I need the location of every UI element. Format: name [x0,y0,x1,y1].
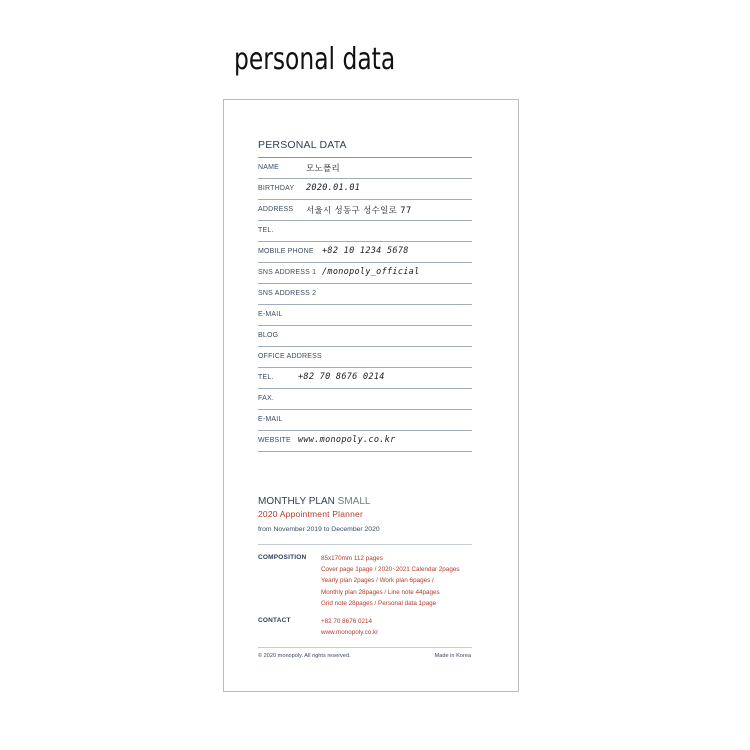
contact-lines [321,616,378,638]
contact-label: CONTACT [258,617,291,624]
row-value: www.monopoly.co.kr [298,435,396,445]
row-email [258,305,472,326]
row-label: TEL. [258,227,274,234]
product-date-range: from November 2019 to December 2020 [258,526,380,533]
composition-line: Monthly plan 28pages / Line note 44pages [321,588,440,596]
row-mobile-phone [258,242,472,263]
row-sns-address-2 [258,284,472,305]
composition-line: Cover page 1page / 2020~2021 Calendar 2pages [321,566,460,574]
row-label: E-MAIL [258,311,283,318]
row-sns-address-1 [258,263,472,284]
row-name [258,158,472,179]
row-value: 모노폴리 [306,164,341,174]
row-label: E-MAIL [258,416,283,423]
row-address [258,200,472,221]
composition-line: Yearly plan 2pages / Work plan 6pages / [321,577,434,585]
product-title-main: MONTHLY PLAN [258,496,335,507]
row-blog [258,326,472,347]
row-label: TEL. [258,374,274,381]
row-label: BLOG [258,332,279,339]
composition-line: 85x170mm 112 pages [321,555,383,562]
row-label: SNS ADDRESS 2 [258,290,317,297]
product-subtitle: 2020 Appointment Planner [258,509,363,519]
row-office-address [258,347,472,368]
row-label: BIRTHDAY [258,185,295,192]
divider [258,647,472,648]
row-label: SNS ADDRESS 1 [258,269,317,276]
row-value: +82 10 1234 5678 [322,246,409,256]
composition-label: COMPOSITION [258,554,307,561]
personal-data-rows [258,157,472,452]
product-title-small: SMALL [337,496,371,507]
row-value: /monopoly_official [322,267,420,277]
personal-data-page [223,99,519,692]
row-value: +82 70 8676 0214 [298,372,385,382]
divider [258,544,472,545]
row-label: OFFICE ADDRESS [258,353,322,360]
row-label: ADDRESS [258,206,294,213]
made-in: Made in Korea [434,653,471,659]
row-label: MOBILE PHONE [258,248,314,255]
personal-data-title: PERSONAL DATA [258,139,347,151]
row-office-email [258,410,472,431]
row-value: 2020.01.01 [306,183,361,193]
row-label: FAX. [258,395,274,402]
row-label: NAME [258,164,280,171]
row-birthday [258,179,472,200]
row-tel [258,221,472,242]
product-title [258,496,370,507]
row-fax [258,389,472,410]
page-heading: personal data [234,42,396,77]
row-office-tel [258,368,472,389]
composition-lines [321,553,459,609]
copyright: © 2020 monopoly. All rights reserved. [258,653,351,659]
contact-phone: +82 70 8676 0214 [321,618,372,625]
composition-line: Grid note 28pages / Personal data 1page [321,599,437,607]
contact-website: www.monopoly.co.kr [321,629,379,637]
row-label: WEBSITE [258,437,291,444]
row-value: 서울시 성동구 성수일로 77 [306,206,412,216]
row-website [258,431,472,452]
